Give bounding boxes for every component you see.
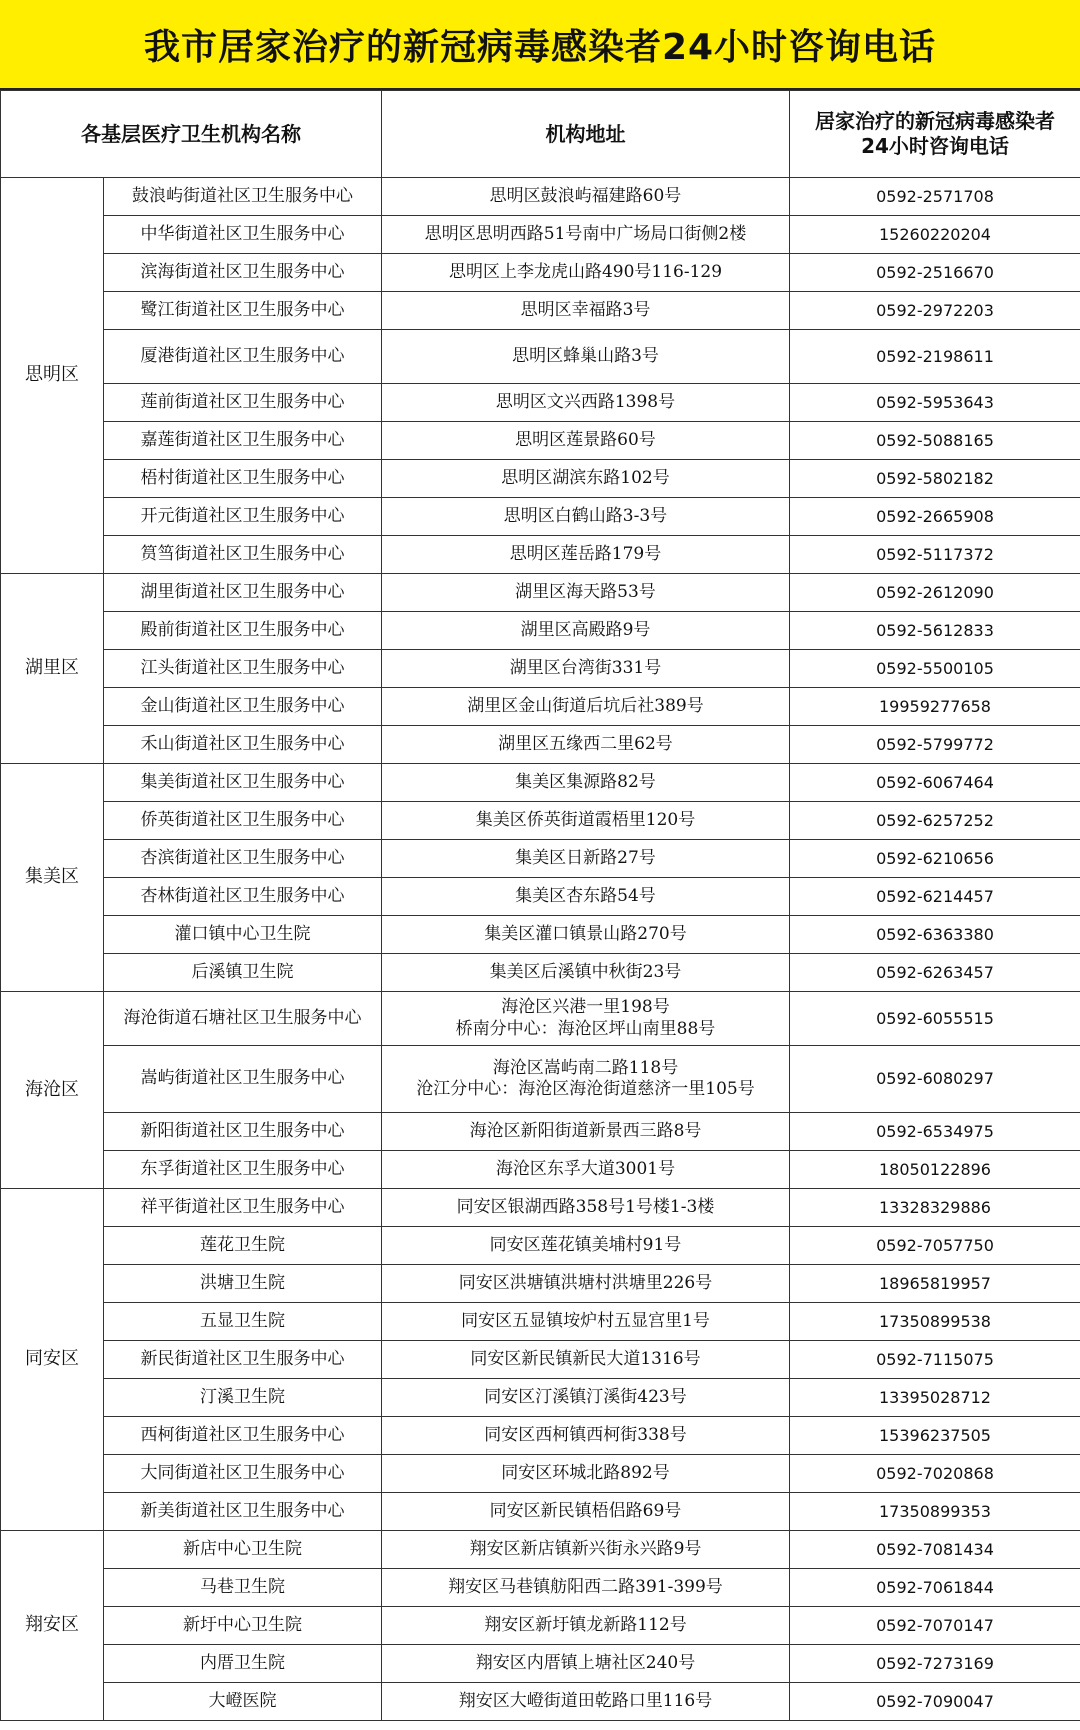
address-line: 集美区灌口镇景山路270号 [484,923,687,944]
phone-cell: 0592-6263457 [790,954,1080,992]
table-row [1,216,1080,254]
address-line: 湖里区台湾街331号 [509,657,662,678]
address-line: 湖里区海天路53号 [515,581,656,602]
address-cell [382,1303,790,1341]
table-row [1,954,1080,992]
address-cell [382,1683,790,1721]
org-name-cell: 新店中心卫生院 [104,1531,382,1569]
address-cell [382,612,790,650]
address-line: 湖里区五缘西二里62号 [498,733,673,754]
org-name-cell: 海沧街道石塘社区卫生服务中心 [104,992,382,1046]
header-phone-line2: 24小时咨询电话 [861,134,1009,158]
table-row [1,1151,1080,1189]
table-row [1,1265,1080,1303]
address-cell [382,1113,790,1151]
address-line: 同安区莲花镇美埔村91号 [489,1234,682,1255]
address-cell [382,1645,790,1683]
address-cell [382,726,790,764]
org-name-cell: 新圩中心卫生院 [104,1607,382,1645]
org-name-cell: 新美街道社区卫生服务中心 [104,1493,382,1531]
address-line: 思明区蜂巢山路3号 [512,345,659,366]
phone-cell: 0592-7115075 [790,1341,1080,1379]
address-line: 同安区环城北路892号 [501,1462,670,1483]
table-row [1,1189,1080,1227]
address-line: 海沧区新阳街道新景西三路8号 [469,1120,702,1141]
phone-cell: 0592-2612090 [790,574,1080,612]
address-line: 同安区西柯镇西柯街338号 [484,1424,687,1445]
table-row [1,384,1080,422]
phone-cell: 0592-5117372 [790,536,1080,574]
org-name-cell: 五显卫生院 [104,1303,382,1341]
phone-cell: 17350899538 [790,1303,1080,1341]
org-name-cell: 新民街道社区卫生服务中心 [104,1341,382,1379]
address-line: 同安区汀溪镇汀溪街423号 [484,1386,687,1407]
table-row [1,574,1080,612]
table-row [1,1493,1080,1531]
address-line: 同安区新民镇梧侣路69号 [489,1500,682,1521]
address-cell [382,802,790,840]
phone-cell: 0592-7057750 [790,1227,1080,1265]
address-line: 翔安区内厝镇上塘社区240号 [475,1652,696,1673]
address-cell [382,1189,790,1227]
phone-cell: 0592-6363380 [790,916,1080,954]
district-cell: 集美区 [1,764,104,992]
address-line: 集美区后溪镇中秋街23号 [489,961,682,982]
address-cell [382,254,790,292]
org-name-cell: 莲花卫生院 [104,1227,382,1265]
org-name-cell: 祥平街道社区卫生服务中心 [104,1189,382,1227]
table-row [1,688,1080,726]
district-cell: 海沧区 [1,992,104,1189]
org-name-cell: 侨英街道社区卫生服务中心 [104,802,382,840]
table-row [1,916,1080,954]
phone-cell: 0592-2972203 [790,292,1080,330]
phone-cell: 0592-7061844 [790,1569,1080,1607]
org-name-cell: 东孚街道社区卫生服务中心 [104,1151,382,1189]
address-cell [382,954,790,992]
phone-cell: 15260220204 [790,216,1080,254]
table-row [1,1607,1080,1645]
address-cell [382,1379,790,1417]
address-line: 集美区集源路82号 [515,771,656,792]
address-line: 集美区杏东路54号 [515,885,656,906]
org-name-cell: 湖里街道社区卫生服务中心 [104,574,382,612]
table-row [1,1113,1080,1151]
header-phone-line1: 居家治疗的新冠病毒感染者 [815,109,1055,133]
org-name-cell: 筼筜街道社区卫生服务中心 [104,536,382,574]
phone-cell: 18050122896 [790,1151,1080,1189]
table-row [1,460,1080,498]
org-name-cell: 洪塘卫生院 [104,1265,382,1303]
address-cell [382,1265,790,1303]
table-row [1,1227,1080,1265]
phone-cell: 17350899353 [790,1493,1080,1531]
table-row [1,1531,1080,1569]
address-line: 同安区新民镇新民大道1316号 [470,1348,701,1369]
phone-cell: 18965819957 [790,1265,1080,1303]
address-cell [382,1227,790,1265]
address-line: 同安区银湖西路358号1号楼1-3楼 [456,1196,715,1217]
table-row [1,178,1080,216]
table-row [1,536,1080,574]
table-row [1,292,1080,330]
address-line: 同安区洪塘镇洪塘村洪塘里226号 [458,1272,713,1293]
org-name-cell: 梧村街道社区卫生服务中心 [104,460,382,498]
table-row [1,1683,1080,1721]
phone-cell: 0592-2516670 [790,254,1080,292]
phone-cell: 0592-2198611 [790,330,1080,384]
table-row [1,1341,1080,1379]
table-body [1,178,1080,1721]
table-row [1,422,1080,460]
phone-cell: 15396237505 [790,1417,1080,1455]
org-name-cell: 滨海街道社区卫生服务中心 [104,254,382,292]
address-cell [382,422,790,460]
phone-cell: 13328329886 [790,1189,1080,1227]
org-name-cell: 后溪镇卫生院 [104,954,382,992]
address-line: 翔安区马巷镇舫阳西二路391-399号 [448,1576,723,1597]
address-cell [382,292,790,330]
address-line: 翔安区新店镇新兴街永兴路9号 [469,1538,702,1559]
table-row [1,1046,1080,1113]
org-name-cell: 内厝卫生院 [104,1645,382,1683]
phone-cell: 0592-7020868 [790,1455,1080,1493]
address-line: 湖里区金山街道后坑后社389号 [467,695,704,716]
address-cell [382,992,790,1046]
address-cell [382,178,790,216]
phone-cell: 13395028712 [790,1379,1080,1417]
district-cell: 思明区 [1,178,104,574]
phone-cell: 0592-6055515 [790,992,1080,1046]
address-cell [382,1455,790,1493]
table-row [1,726,1080,764]
address-cell [382,1531,790,1569]
phone-cell: 0592-5799772 [790,726,1080,764]
address-line: 集美区日新路27号 [515,847,656,868]
org-name-cell: 开元街道社区卫生服务中心 [104,498,382,536]
phone-cell: 0592-7273169 [790,1645,1080,1683]
org-name-cell: 鼓浪屿街道社区卫生服务中心 [104,178,382,216]
org-name-cell: 嵩屿街道社区卫生服务中心 [104,1046,382,1113]
address-line: 思明区湖滨东路102号 [501,467,670,488]
org-name-cell: 中华街道社区卫生服务中心 [104,216,382,254]
address-cell [382,498,790,536]
table-row [1,330,1080,384]
address-cell [382,460,790,498]
table-row [1,802,1080,840]
address-line: 思明区白鹤山路3-3号 [503,505,668,526]
address-line: 桥南分中心：海沧区坪山南里88号 [455,1018,716,1039]
phone-cell: 0592-2665908 [790,498,1080,536]
phone-cell: 19959277658 [790,688,1080,726]
address-line: 沧江分中心：海沧区海沧街道慈济一里105号 [416,1079,755,1099]
org-name-cell: 鹭江街道社区卫生服务中心 [104,292,382,330]
address-line: 同安区五显镇垵炉村五显宫里1号 [461,1310,710,1331]
address-line: 海沧区东孚大道3001号 [495,1158,676,1179]
org-name-cell: 大嶝医院 [104,1683,382,1721]
address-cell [382,1417,790,1455]
header-phone [790,91,1080,178]
address-line: 海沧区嵩屿南二路118号 [492,1057,679,1078]
phone-cell: 0592-7070147 [790,1607,1080,1645]
address-cell [382,1151,790,1189]
table-row [1,764,1080,802]
org-name-cell: 莲前街道社区卫生服务中心 [104,384,382,422]
address-cell [382,330,790,384]
phone-cell: 0592-7081434 [790,1531,1080,1569]
address-cell [382,916,790,954]
address-cell [382,878,790,916]
org-name-cell: 杏林街道社区卫生服务中心 [104,878,382,916]
table-row [1,1455,1080,1493]
org-name-cell: 马巷卫生院 [104,1569,382,1607]
table-row [1,612,1080,650]
table-row [1,1569,1080,1607]
address-cell [382,536,790,574]
phone-cell: 0592-6067464 [790,764,1080,802]
address-cell [382,650,790,688]
address-line: 思明区上李龙虎山路490号116-129 [448,261,723,282]
district-cell: 湖里区 [1,574,104,764]
table-row [1,1303,1080,1341]
org-name-cell: 禾山街道社区卫生服务中心 [104,726,382,764]
address-line: 集美区侨英街道霞梧里120号 [475,809,696,830]
org-name-cell: 西柯街道社区卫生服务中心 [104,1417,382,1455]
address-line: 思明区幸福路3号 [520,299,651,320]
table-row [1,1417,1080,1455]
phone-cell: 0592-5088165 [790,422,1080,460]
address-cell [382,1493,790,1531]
address-cell [382,216,790,254]
org-name-cell: 汀溪卫生院 [104,1379,382,1417]
header-row [1,91,1080,178]
org-name-cell: 杏滨街道社区卫生服务中心 [104,840,382,878]
org-name-cell: 殿前街道社区卫生服务中心 [104,612,382,650]
address-cell [382,1607,790,1645]
phone-cell: 0592-2571708 [790,178,1080,216]
address-cell [382,1046,790,1113]
address-line: 思明区莲景路60号 [515,429,656,450]
address-line: 思明区鼓浪屿福建路60号 [489,185,682,206]
address-line: 思明区文兴西路1398号 [495,391,676,412]
address-cell [382,840,790,878]
table-row [1,878,1080,916]
district-cell: 翔安区 [1,1531,104,1721]
header-org: 各基层医疗卫生机构名称 [1,91,382,178]
org-name-cell: 大同街道社区卫生服务中心 [104,1455,382,1493]
address-line: 思明区思明西路51号南中广场局口街侧2楼 [424,223,747,244]
phone-cell: 0592-7090047 [790,1683,1080,1721]
phone-cell: 0592-6257252 [790,802,1080,840]
table-row [1,1645,1080,1683]
page-title: 我市居家治疗的新冠病毒感染者24小时咨询电话 [0,0,1080,90]
address-cell [382,1569,790,1607]
address-cell [382,574,790,612]
address-line: 思明区莲岳路179号 [509,543,662,564]
org-name-cell: 江头街道社区卫生服务中心 [104,650,382,688]
org-name-cell: 金山街道社区卫生服务中心 [104,688,382,726]
table-row [1,254,1080,292]
address-line: 海沧区兴港一里198号 [501,997,670,1018]
org-name-cell: 灌口镇中心卫生院 [104,916,382,954]
org-name-cell: 集美街道社区卫生服务中心 [104,764,382,802]
district-cell: 同安区 [1,1189,104,1531]
address-cell [382,384,790,422]
phone-cell: 0592-6080297 [790,1046,1080,1113]
phone-cell: 0592-6214457 [790,878,1080,916]
address-cell [382,688,790,726]
phone-cell: 0592-5612833 [790,612,1080,650]
table-row [1,498,1080,536]
address-cell [382,764,790,802]
table-row [1,840,1080,878]
hotline-table [0,90,1080,1721]
address-line: 翔安区新圩镇龙新路112号 [484,1614,687,1635]
table-row [1,1379,1080,1417]
address-line: 翔安区大嶝街道田乾路口里116号 [458,1690,713,1711]
phone-cell: 0592-5953643 [790,384,1080,422]
org-name-cell: 厦港街道社区卫生服务中心 [104,330,382,384]
table-row [1,992,1080,1046]
phone-cell: 0592-6534975 [790,1113,1080,1151]
header-addr: 机构地址 [382,91,790,178]
org-name-cell: 嘉莲街道社区卫生服务中心 [104,422,382,460]
phone-cell: 0592-5802182 [790,460,1080,498]
org-name-cell: 新阳街道社区卫生服务中心 [104,1113,382,1151]
phone-cell: 0592-5500105 [790,650,1080,688]
table-row [1,650,1080,688]
address-cell [382,1341,790,1379]
phone-cell: 0592-6210656 [790,840,1080,878]
address-line: 湖里区高殿路9号 [520,619,651,640]
